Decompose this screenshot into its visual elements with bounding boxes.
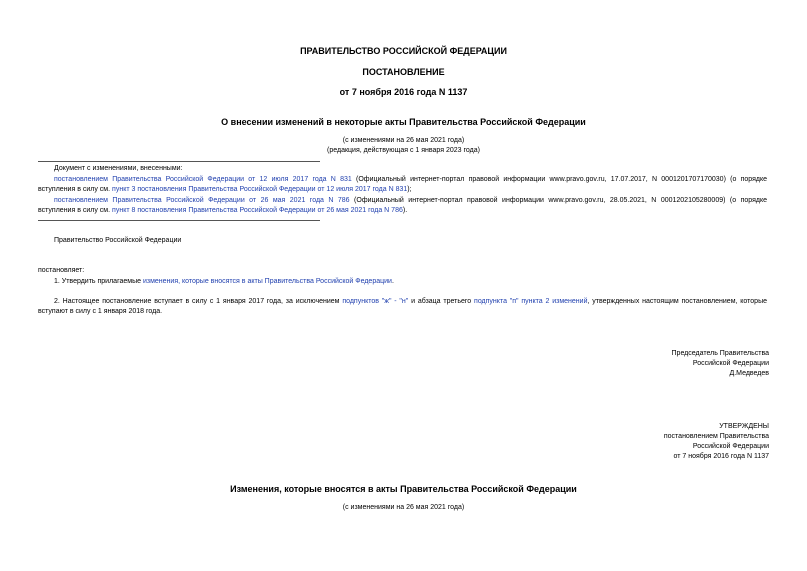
change-item-2-end: ). <box>402 207 408 214</box>
document-date-number: от 7 ноября 2016 года N 1137 <box>339 87 468 97</box>
approved-line-2: постановлением Правительства <box>663 433 769 440</box>
signature-line-1: Председатель Правительства <box>671 350 769 357</box>
change-item-2-link2[interactable]: пункт 8 постановления Правительства Российской Федерации от 26 мая 2021 года N 786 <box>112 207 403 214</box>
paragraph-2-text-a: 2. Настоящее постановление вступает в силу с 1 января 2017 года, за исключением <box>54 298 340 305</box>
edition-note: (редакция, действующая с 1 января 2023 года) <box>327 147 480 154</box>
paragraph-2-link1[interactable]: подпунктов "ж" - "н" <box>342 298 409 305</box>
government-rf: Правительство Российской Федерации <box>54 237 182 244</box>
change-item-1-link[interactable]: постановлением Правительства Российской Федерации от 12 июля 2017 года N 831 <box>54 176 352 183</box>
paragraph-2-link2[interactable]: подпункта "п" пункта 2 изменений <box>474 298 588 305</box>
change-item-2-line2 <box>38 207 407 214</box>
document-type: ПОСТАНОВЛЕНИЕ <box>362 67 445 77</box>
change-item-1-text-b: вступления в силу см. <box>38 186 111 193</box>
change-item-2-line1 <box>54 197 767 204</box>
paragraph-1 <box>54 278 394 285</box>
paragraph-1-prefix: 1. Утвердить прилагаемые <box>54 278 141 285</box>
paragraph-1-end: . <box>391 278 394 285</box>
changes-top-divider <box>38 161 320 162</box>
paragraph-2-text-b: и абзаца третьего <box>411 298 472 305</box>
signature-block <box>672 349 769 379</box>
government-heading: ПРАВИТЕЛЬСТВО РОССИЙСКОЙ ФЕДЕРАЦИИ <box>300 46 507 56</box>
signature-line-3: Д.Медведев <box>729 370 769 377</box>
approved-line-3: Российской Федерации <box>692 443 769 450</box>
change-item-1-text: (Официальный интернет-портал правовой информации www.pravo.gov.ru, 17.07.2017, N 0001201707170030) (о порядке <box>356 176 768 183</box>
change-item-1-link2[interactable]: пункт 3 постановления Правительства Российской Федерации от 12 июля 2017 года N 831 <box>112 186 408 193</box>
changes-bottom-divider <box>38 220 320 221</box>
approved-line-1: УТВЕРЖДЕНЫ <box>719 423 769 430</box>
approved-line-4: от 7 ноября 2016 года N 1137 <box>673 453 769 460</box>
amended-note: (с изменениями на 26 мая 2021 года) <box>342 137 465 144</box>
changes-intro: Документ с изменениями, внесенными: <box>54 165 183 172</box>
change-item-1-end: ); <box>407 186 412 193</box>
change-item-2-text: (Официальный интернет-портал правовой информации www.pravo.gov.ru, 28.05.2021, N 0001202105280009) (о порядке <box>354 197 767 204</box>
paragraph-2-line2: вступают в силу с 1 января 2018 года. <box>38 308 163 315</box>
paragraph-1-link[interactable]: изменения, которые вносятся в акты Правительства Российской Федерации <box>142 278 392 285</box>
change-item-1-line2 <box>38 186 412 193</box>
document-title: О внесении изменений в некоторые акты Правительства Российской Федерации <box>221 117 586 127</box>
paragraph-2-line1 <box>54 298 767 305</box>
annex-amended-note: (с изменениями на 26 мая 2021 года) <box>342 504 465 511</box>
annex-title: Изменения, которые вносятся в акты Правительства Российской Федерации <box>230 484 577 494</box>
change-item-2-link[interactable]: постановлением Правительства Российской Федерации от 26 мая 2021 года N 786 <box>54 197 350 204</box>
approved-block <box>664 422 769 462</box>
paragraph-2-text-c: , утвержденных настоящим постановлением, которые <box>587 298 767 305</box>
change-item-2-text-b: вступления в силу см. <box>38 207 111 214</box>
change-item-1-line1 <box>54 176 767 183</box>
decrees-word: постановляет: <box>38 267 85 274</box>
signature-line-2: Российской Федерации <box>692 360 769 367</box>
